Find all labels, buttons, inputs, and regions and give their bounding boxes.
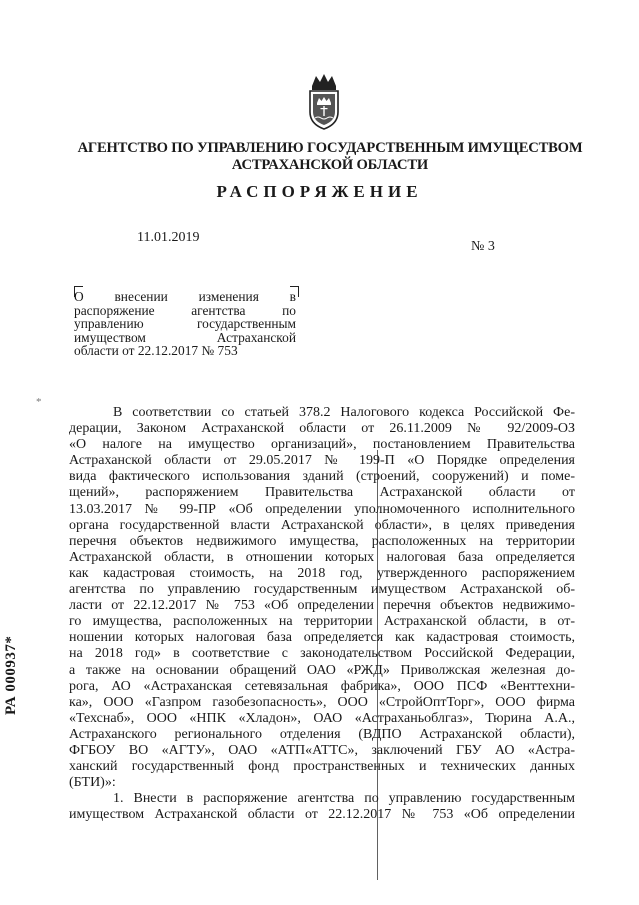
body-line: «Техснаб», ООО «НПК «Хладон», ОАО «Астраханьоблгаз», Тюрина А.А., bbox=[69, 710, 575, 726]
body-line: а также на основании обращений ОАО «РЖД» Приволжская железная до- bbox=[69, 662, 575, 678]
document-subject bbox=[74, 290, 296, 358]
subject-line: распоряжение агентства по bbox=[74, 302, 296, 318]
subject-line: управлению государственным bbox=[74, 316, 296, 331]
side-registration-code: РА 000937* bbox=[3, 635, 19, 715]
body-line: (БТИ)»: bbox=[69, 775, 116, 791]
body-line: В соответствии со статьей 378.2 Налогового кодекса Российской Фе- bbox=[113, 405, 575, 420]
document-body bbox=[69, 405, 575, 823]
body-line: го имущества, расположенных на территории Астраханской области, в от- bbox=[69, 614, 575, 630]
body-line: «О налоге на имущество организаций», постановлением Правительства bbox=[69, 437, 575, 453]
agency-name-line1: АГЕНТСТВО ПО УПРАВЛЕНИЮ ГОСУДАРСТВЕННЫМ ИМУЩЕСТВОМ bbox=[77, 140, 583, 156]
body-line: 1. Внести в распоряжение агентства по управлению государственным bbox=[113, 791, 575, 807]
document-date: 11.01.2019 bbox=[137, 230, 200, 245]
body-line: Астраханской области от 29.05.2017 № 199-П «О Порядке определения bbox=[69, 453, 575, 469]
coat-of-arms-icon bbox=[302, 72, 346, 132]
body-line: ка», ООО «Газпром газобезопасность», ООО «СтройОптТорг», ООО фирма bbox=[69, 694, 575, 710]
body-line: имуществом Астраханской области от 22.12.2017 № 753 «Об определении bbox=[69, 807, 575, 823]
body-line: щений», распоряжением Правительства Астраханской области от bbox=[69, 485, 575, 501]
body-line: 13.03.2017 № 99-ПР «Об определении уполномоченного исполнительного bbox=[69, 501, 575, 517]
body-line: Астраханского регионального отделения (ВДПО Астраханской области), bbox=[69, 726, 575, 742]
body-line: ФГБОУ ВО «АГТУ», ОАО «АТП«АТТС», заключений ГБУ АО «Астра- bbox=[69, 742, 575, 758]
subject-line: О внесении изменения в bbox=[74, 289, 296, 304]
body-line: дерации, Законом Астраханской области от 26.11.2009 № 92/2009-ОЗ bbox=[69, 421, 575, 437]
body-line: Астраханской области, в отношении которых налоговая база определяется bbox=[69, 549, 575, 565]
document-type-title: РАСПОРЯЖЕНИЕ bbox=[216, 182, 423, 201]
body-line: ношении которых налоговая база определяется как кадастровая стоимость, bbox=[69, 630, 575, 646]
body-line: на 2018 год» в соответствие с законодательством Российской Федерации, bbox=[69, 646, 575, 662]
body-line: ласти от 22.12.2017 № 753 «Об определении перечня объектов недвижимо- bbox=[69, 598, 575, 614]
body-line: агентства по управлению государственным имуществом Астраханской об- bbox=[69, 582, 575, 598]
agency-name bbox=[70, 140, 590, 174]
body-line: перечня объектов недвижимого имущества, расположенных на территории bbox=[69, 533, 575, 549]
margin-star-mark: * bbox=[36, 396, 42, 408]
body-line: рога, АО «Астраханская сетевязальная фабрика», ООО ПСФ «Венттехни- bbox=[69, 678, 575, 694]
body-line: органа государственной власти Астраханской области», в целях приведения bbox=[69, 517, 575, 533]
agency-name-line2: АСТРАХАНСКОЙ ОБЛАСТИ bbox=[231, 157, 429, 173]
body-line: ханский государственный фонд пространственных и технических данных bbox=[69, 759, 575, 775]
subject-line: имуществом Астраханской bbox=[74, 329, 296, 345]
subject-line: области от 22.12.2017 № 753 bbox=[74, 343, 238, 358]
body-line: как кадастровая стоимость, на 2018 год, утвержденного распоряжением bbox=[69, 565, 575, 581]
document-number: № 3 bbox=[471, 239, 495, 254]
body-line: вида фактического использования зданий (строений, сооружений) и поме- bbox=[69, 469, 575, 485]
